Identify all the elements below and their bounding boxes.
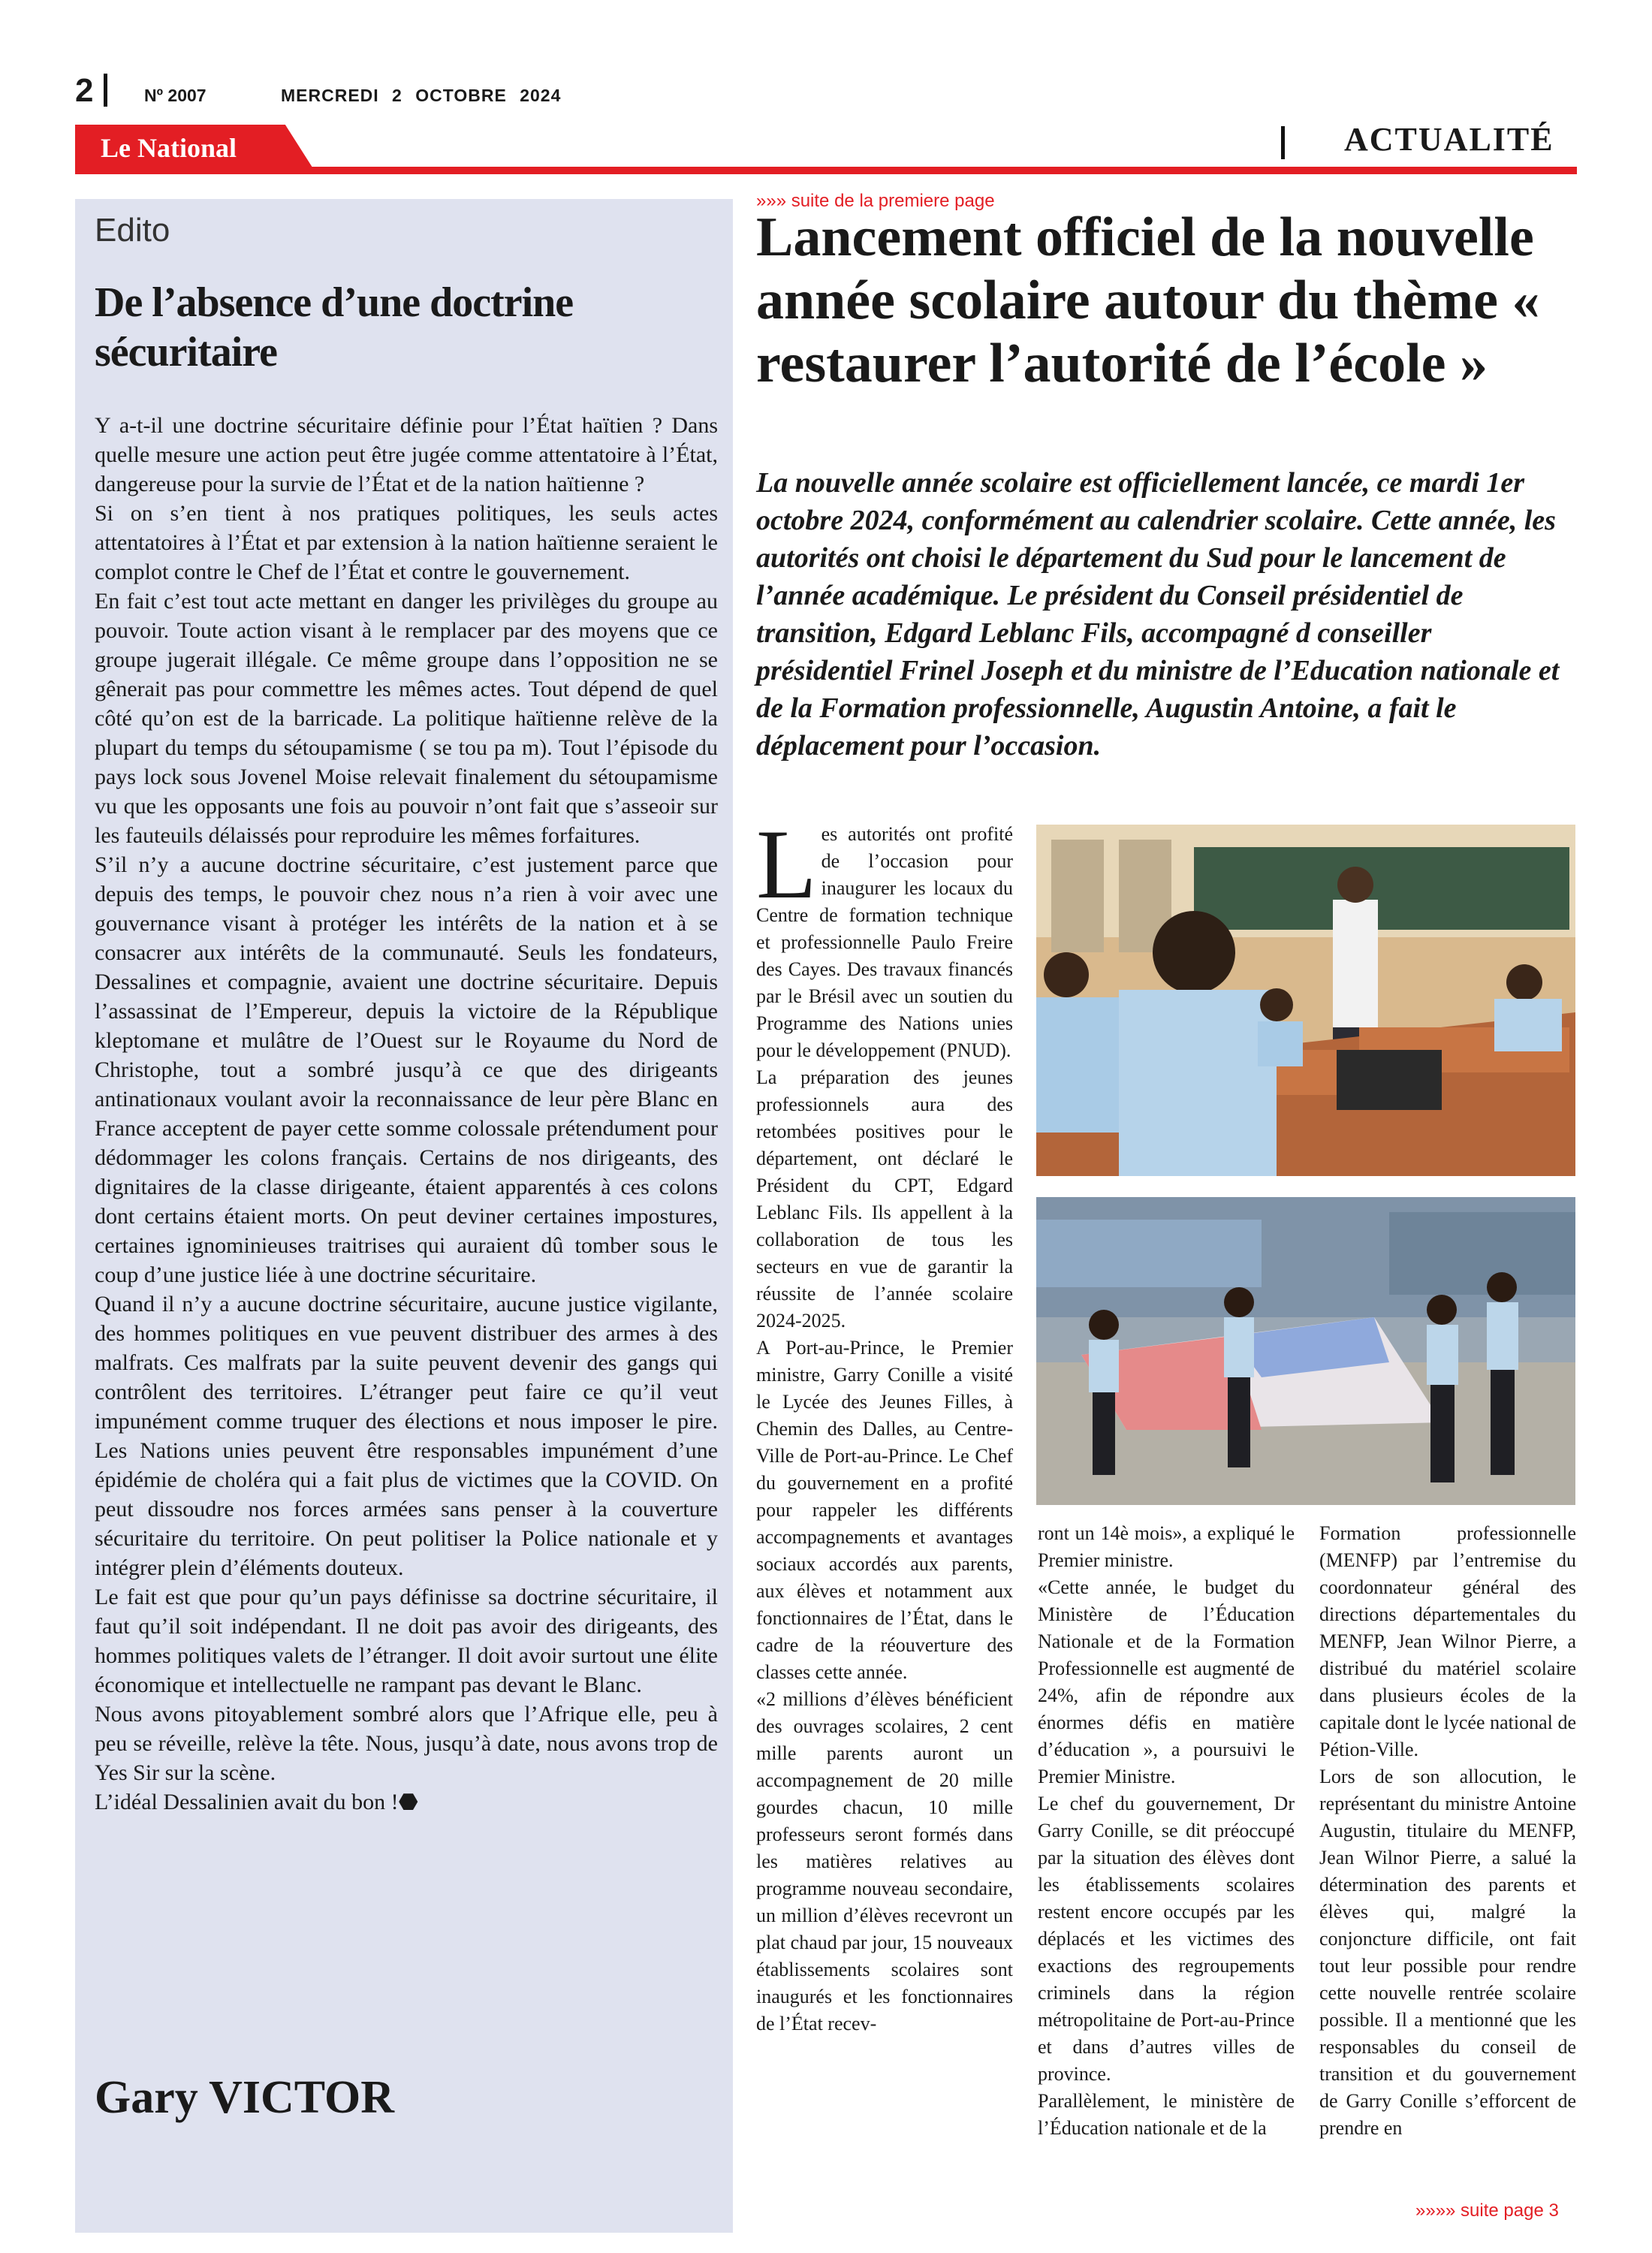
edito-paragraph: Y a-t-il une doctrine sécuritaire définie pour l’État haïtien ? Dans quelle mesure une action peut être jugée comme attentatoire à l’État, dangereuse pour la survie de l’État et de la nation haïtienne ? <box>95 413 718 496</box>
section-divider <box>1281 126 1285 159</box>
section-title: ACTUALITÉ <box>1344 121 1554 158</box>
continued-from-link: »»» suite de la premiere page <box>756 191 995 211</box>
edito-paragraph: S’il n’y a aucune doctrine sécuritaire, c’est justement parce que depuis des temps, le pouvoir chez nous n’a rien à voir avec une gouvernance visant à protéger les intérêts de la nation et à se consacrer aux intérêts de la communauté. Seuls les fondateurs, Dessalines et compagnie, avaient une doctrine sécuritaire. Depuis l’assassinat de l’Empereur, depuis la victoire de la République kleptomane et mulâtre de l’Ouest sur le Royaume du Nord de Christophe, tout a sombré jusqu’à ce que des dirigeants antinationaux voulant avoir la reconnaissance de leur père Blanc en France acceptent de payer cette somme colossale prétendument pour dédommager les colons français. Certains de nos dirigeants, des dignitaires de la classe dirigeante, étaient apparentés à ces colons dont certains étaient morts. On peut deviner certaines impostures, certaines ignominieuses traitrises qui auraient dû tomber sous le coup d’une justice liée à une doctrine sécuritaire. <box>95 852 718 1287</box>
edito-paragraph: Quand il n’y a aucune doctrine sécuritaire, aucune justice vigilante, des hommes politiques en vue peuvent distribuer des armes à des malfrats. Ces malfrats par la suite peuvent devenir des gangs qui contrôlent des territoires. L’étranger peut faire ce qu’il veut impunément comme truquer des élections et nous imposer le pire. Les Nations unies peuvent être responsables impunément d’une épidémie de choléra qui a fait plus de victimes que la COVID. On peut dissoudre nos forces armées sans penser à la couverture sécuritaire du territoire. On peut politiser la Police nationale et y intégrer plein d’éléments douteux. <box>95 1292 718 1580</box>
edito-body <box>95 411 718 1817</box>
article-paragraph: La préparation des jeunes professionnels aura des retombées positives pour le département, ont déclaré le Président du CPT, Edgard Leblanc Fils. Ils appellent à la collaboration de tous les secteurs en vue de garantir la réussite de l’année scolaire 2024-2025. <box>756 1066 1013 1332</box>
page-number: 2 <box>75 72 94 109</box>
issue-number: Nº 2007 <box>144 86 206 105</box>
page-number-divider <box>104 74 107 107</box>
article-paragraph: es autorités ont profité de l’occasion pour inaugurer les locaux du Centre de formation technique et professionnelle Paulo Freire des Cayes. Des travaux financés par le Brésil avec un soutien du Programme des Nations unies pour le développement (PNUD). <box>756 823 1013 1061</box>
continued-to-link: »»»» suite page 3 <box>1415 2200 1559 2221</box>
issue-date: MERCREDI 2 OCTOBRE 2024 <box>281 86 562 105</box>
article-paragraph: ront un 14è mois», a expliqué le Premier ministre. <box>1038 1522 1295 1571</box>
article-paragraph: «2 millions d’élèves bénéficient des ouvrages scolaires, 2 cent mille parents auront un accompagnement de 20 mille gourdes chacun, 10 mille professeurs seront formés dans les matières relatives au programme nouveau secondaire, un million d’élèves recevront un plat chaud par jour, 15 nouveaux établissements scolaires sont inaugurés et les fonctionnaires de l’État recev- <box>756 1688 1013 2034</box>
article-paragraph: Formation professionnelle (MENFP) par l’entremise du coordonnateur général des directions départementales du MENFP, Jean Wilnor Pierre, a distribué du matériel scolaire dans plusieurs écoles de la capitale dont le lycée national de Pétion-Ville. <box>1319 1522 1576 1760</box>
article-column-1 <box>756 809 1013 2037</box>
article-paragraph: Le chef du gouvernement, Dr Garry Conille, se dit préoccupé par la situation des élèves dont les établissements scolaires restent encore occupés par les déplacés et les victimes des exactions des regroupements criminels dans la région métropolitaine de Port-au-Prince et dans d’autres villes de province. <box>1038 1793 1295 2085</box>
article-column-2 <box>1038 1520 1295 2142</box>
article-paragraph: Lors de son allocution, le représentant du ministre Antoine Augustin, titulaire du MENFP, Jean Wilnor Pierre, a salué la détermination des parents et élèves qui, malgré la conjoncture difficile, ont fait tout leur possible pour rendre cette nouvelle rentrée scolaire possible. Il a mentionné que les responsables du conseil de transition et du gouvernement de Garry Conille s’efforcent de prendre en <box>1319 1766 1576 2139</box>
article-paragraph: «Cette année, le budget du Ministère de l’Éducation Nationale et de la Formation Professionnelle est augmenté de 24%, afin de répondre aux énormes défis en matière d’éducation », a poursuivi le Premier Ministre. <box>1038 1576 1295 1787</box>
article-lead: La nouvelle année scolaire est officiellement lancée, ce mardi 1er octobre 2024, conformément au calendrier scolaire. Cette année, les autorités ont choisi le département du Sud pour le lancement de l’année académique. Le président du Conseil présidentiel de transition, Edgard Leblanc Fils, accompagné d conseiller présidentiel Frinel Joseph et du ministre de l’Education nationale et de la Formation professionnelle, Augustin Antoine, a fait le déplacement pour l’occasion. <box>756 467 1560 762</box>
classroom-photo <box>1036 825 1575 1176</box>
article-paragraph: A Port-au-Prince, le Premier ministre, Garry Conille a visité le Lycée des Jeunes Filles, à Chemin des Dalles, au Centre-Ville de Port-au-Prince. Le Chef du gouvernement en a profité pour rappeler les différents accompagnements et avantages sociaux accordés aux parents, aux élèves et notamment aux fonctionnaires de l’État, dans le cadre de la réouverture des classes cette année. <box>756 1337 1013 1683</box>
edito-paragraph: Nous avons pitoyablement sombré alors que l’Afrique elle, peu à peu se réveille, relève la tête. Nous, jusqu’à date, nous avons trop de Yes Sir sur la scène. <box>95 1702 718 1785</box>
article-column-3 <box>1319 1520 1576 2142</box>
students-flag-photo <box>1036 1197 1575 1505</box>
brand-name: Le National <box>101 133 237 163</box>
edito-author: Gary VICTOR <box>95 2072 395 2123</box>
drop-cap: L <box>756 809 817 919</box>
edito-paragraph: Le fait est que pour qu’un pays définisse sa doctrine sécuritaire, il faut qu’il soit indépendant. Il ne doit pas avoir des dirigeants, des hommes politiques valets de l’étranger. Il doit avoir surtout une élite économique et intellectuelle ne rampant pas devant le Blanc. <box>95 1585 718 1697</box>
article-paragraph: Parallèlement, le ministère de l’Éducation nationale et de la <box>1038 2090 1295 2139</box>
edito-title: De l’absence d’une doctrine sécuritaire <box>95 279 574 376</box>
edito-paragraph: L’idéal Dessalinien avait du bon !⬣ <box>95 1790 418 1814</box>
edito-paragraph: Si on s’en tient à nos pratiques politiques, les seuls actes attentatoires à l’État et par extension à la nation haïtienne seraient le complot contre le Chef de l’État et contre le gouvernement. <box>95 501 718 584</box>
edito-label: Edito <box>95 212 170 249</box>
article-headline: Lancement officiel de la nouvelle année scolaire autour du thème « restaurer l’autorité de l’école » <box>756 207 1540 394</box>
edito-paragraph: En fait c’est tout acte mettant en danger les privilèges du groupe au pouvoir. Toute action visant à le remplacer par des moyens que ce groupe jugerait illégale. Ce même groupe dans l’opposition ne se gênerait pas pour commettre les mêmes actes. Tout dépend de quel côté qu’on est de la barricade. La politique haïtienne relève de la plupart du temps du sétoupamisme ( se tou pa m). Tout l’épisode du pays lock sous Jovenel Moise relevait finalement du sétoupamisme vu que les opposants une fois au pouvoir n’ont fait que s’asseoir sur les fauteuils délaissés pour reproduire les mêmes forfaitures. <box>95 589 718 848</box>
